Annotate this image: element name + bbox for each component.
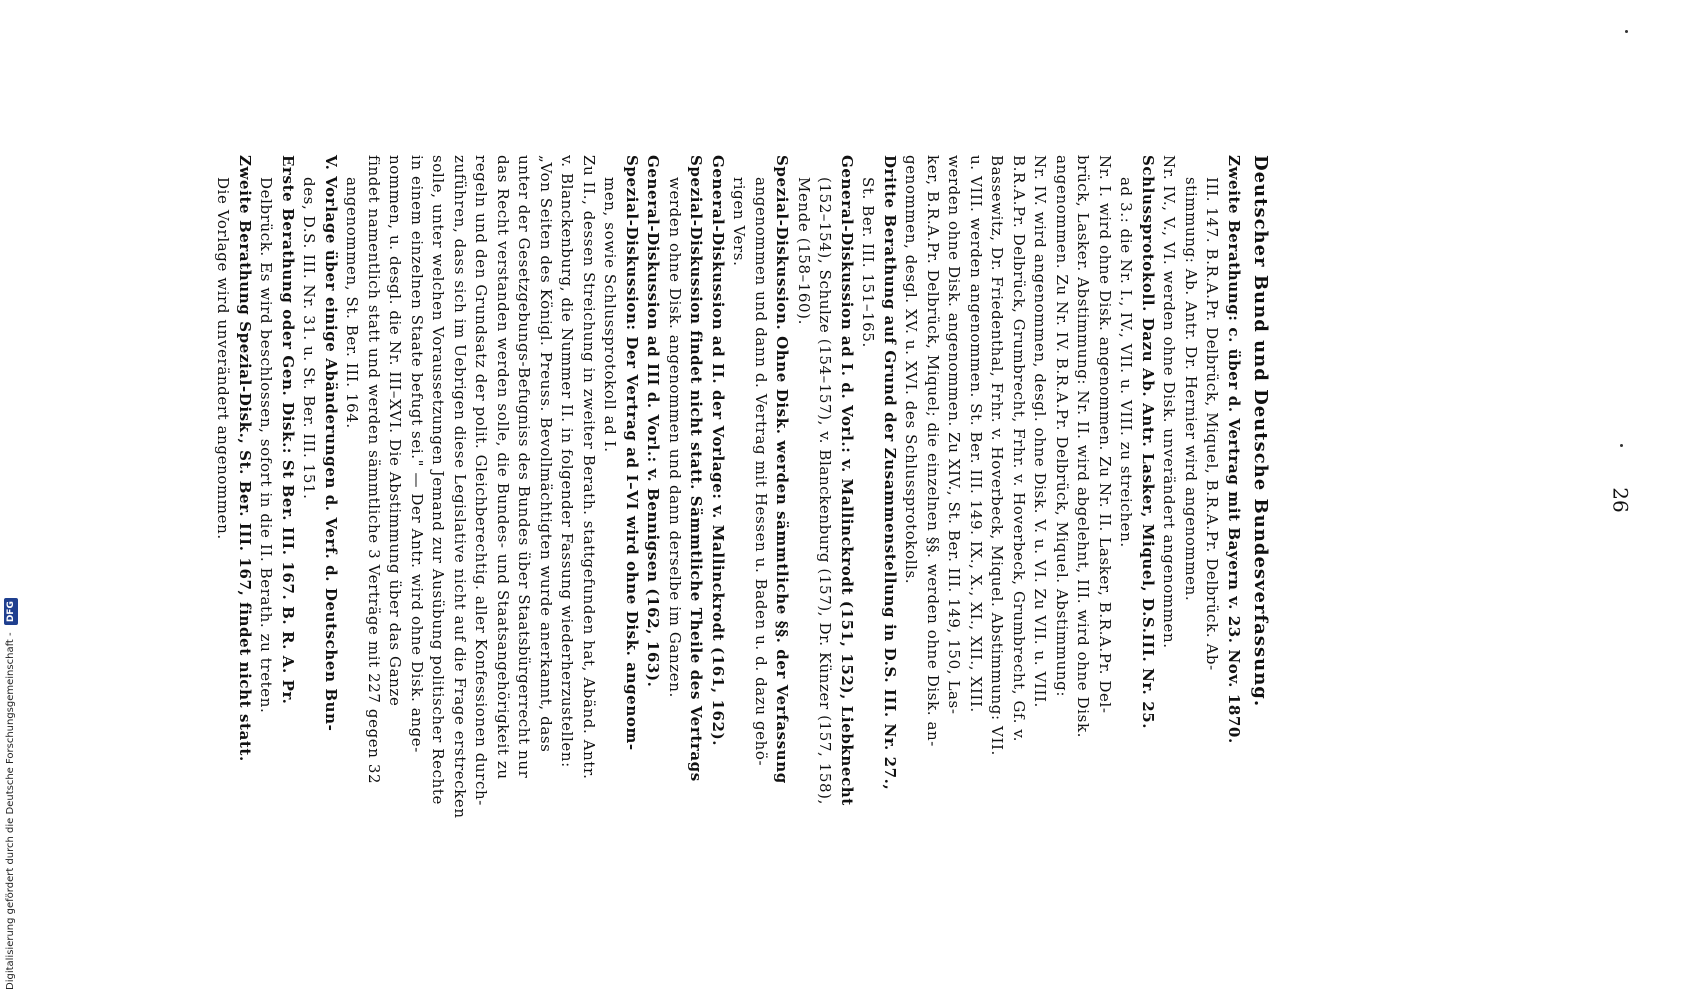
text-line: regeln und den Grundsatz der polit. Gleichberechtig. aller Konfessionen durch- <box>472 155 491 806</box>
digitization-credit <box>4 601 18 990</box>
page-number: 26 <box>1608 487 1633 513</box>
text-line: B.R.A.Pr. Delbrück, Grumbrecht, Frhr. v. Hoverbeck, Grumbrecht, Gf. v. <box>1010 155 1028 743</box>
text-line: rigen Vers. <box>730 177 749 267</box>
text-line: Spezial-Diskussion. Ohne Disk. werden sämmtliche §§. der Verfassung <box>773 155 792 784</box>
scan-speck <box>1620 444 1623 447</box>
dfg-logo: DFG <box>4 598 18 625</box>
text-line: Zu II., dessen Streichung in zweiter Berath. stattgefunden hat, Abänd. Antr. <box>580 155 598 780</box>
text-line: des, D.S. III. Nr. 31. u. St. Ber. III. 151. <box>300 177 319 500</box>
text-line: ker, B.R.A.Pr. Delbrück, Miquel; die einzelnen §§. werden ohne Disk. an- <box>924 155 942 747</box>
scan-speck <box>1625 30 1628 33</box>
text-line: genommen, desgl. XV. u. XVI. des Schlussprotokolls. <box>902 155 921 585</box>
text-line: Schlussprotokoll. Dazu Ab. Antr. Lasker, Miquel, D.S.III. Nr. 25. <box>1139 155 1157 730</box>
text-line: III. 147. B.R.A.Pr. Delbrück, Miquel, B.R.A.Pr. Delbrück. Ab- <box>1203 177 1222 671</box>
text-line: werden ohne Disk. angenommen und dann derselbe im Ganzen. <box>666 177 684 698</box>
text-line: St. Ber. III. 151–165. <box>859 177 878 348</box>
text-line: nommen, u. desgl. die Nr. III–XVI. Die Abstimmung über das Ganze <box>386 155 405 707</box>
text-line: „Von Seiten des Königl. Preuss. Bevollmächtigten wurde anerkannt, dass <box>537 155 555 753</box>
text-line: Die Vorlage wird unverändert angenommen. <box>214 177 233 540</box>
text-line: General-Diskussion ad II. der Vorlage: v. Mallinckrodt (161, 162). <box>709 155 727 747</box>
text-line: Nr. IV. wird angenommen, desgl. ohne Disk. V. u. VI. Zu VII. u. VIII. <box>1031 155 1050 708</box>
text-line: (152–154), Schulze (154–157), v. Blanckenburg (157), Dr. Künzer (157, 158), <box>816 177 835 805</box>
text-line: angenommen, St. Ber. III. 164. <box>343 177 362 429</box>
text-line: solle, unter welchen Voraussetzungen Jemand zur Ausübung politischer Rechte <box>429 155 448 805</box>
text-line: zuführen, dass sich im Uebrigen diese Legislative nicht auf die Frage erstrecken <box>451 155 469 819</box>
text-line: Zweite Berathung Spezial-Disk., St. Ber. III. 167, findet nicht statt. <box>236 155 254 762</box>
text-line: unter der Gesetzgebungs-Befugniss des Bundes über Staatsbürgerrecht nur <box>515 155 534 779</box>
text-line: Spezial-Diskussion: Der Vertrag ad I–VI wird ohne Disk. angenom- <box>623 155 641 751</box>
text-line: Nr. I. wird ohne Disk. angenommen. Zu Nr. II. Lasker, B.R.A.Pr. Del- <box>1096 155 1114 714</box>
text-line: in einem einzelnen Staate befugt sei." — Der Antr. wird ohne Disk. ange- <box>408 155 426 753</box>
text-line: Bassewitz, Dr. Friedenthal, Frhr. v. Hoverbeck, Miquel. Abstimmung: VII. <box>988 155 1007 756</box>
text-line: v. Blanckenburg, die Nummer II. in folgender Fassung wiederherzustellen: <box>558 155 577 768</box>
text-line: Erste Berathung oder Gen. Disk.: St Ber. III. 167. B. R. A. Pr. <box>279 155 297 705</box>
rotated-page-text <box>214 155 1271 819</box>
text-line: General-Diskussion ad III d. Vorl.: v. Bennigsen (162, 163). <box>644 155 663 688</box>
text-line: V. Vorlage über einige Abänderungen d. Verf. d. Deutschen Bun- <box>322 155 340 732</box>
text-line: werden ohne Disk. angenommen. Zu XIV., St. Ber. III. 149, 150, Las- <box>945 155 964 715</box>
text-line: angenommen. Zu Nr. IV. B.R.A.Pr. Delbrück, Miquel. Abstimmung: <box>1053 155 1071 697</box>
text-line: stimmung: Ab. Antr. Dr. Hernier wird angenommen. <box>1182 177 1200 602</box>
text-line: das Recht verstanden werden solle, die Bundes- und Staatsangehörigkeit zu <box>494 155 512 780</box>
text-line: Mende (158–160). <box>795 177 813 325</box>
section-heading: Deutscher Bund und Deutsche Bundesverfassung. <box>1250 155 1271 708</box>
text-line: u. VIII. werden angenommen. St. Ber. III. 149. IX., X., XI., XII., XIII. <box>967 155 985 713</box>
text-line: brück, Lasker. Abstimmung: Nr. II. wird abgelehnt, III. wird ohne Disk. <box>1074 155 1093 739</box>
text-line: Spezial-Diskussion findet nicht statt. Sämmtliche Theile des Vertrags <box>687 155 706 782</box>
text-line: men, sowie Schlussprotokoll ad I. <box>601 177 620 453</box>
text-line: Zweite Berathung: c. über d. Vertrag mit Bayern v. 23. Nov. 1870. <box>1225 155 1243 744</box>
text-line: General-Diskussion ad I. d. Vorl.: v. Mallinckrodt (151, 152), Liebknecht <box>838 155 856 806</box>
credit-text: Digitalisierung gefördert durch die Deutsche Forschungsgemeinschaft - <box>5 632 16 990</box>
text-line: findet namentlich statt und werden sämmtliche 3 Verträge mit 227 gegen 32 <box>365 155 383 785</box>
text-line: Dritte Berathung auf Grund der Zusammenstellung in D.S. III. Nr. 27., <box>881 155 899 791</box>
text-line: ad 3.: die Nr. I., IV., VII. u. VIII. zu streichen. <box>1117 177 1136 548</box>
text-line: Nr. IV., V., VI. werden ohne Disk. unverändert angenommen. <box>1160 155 1179 649</box>
text-line: angenommen und dann d. Vertrag mit Hessen u. Baden u. d. dazu gehö- <box>752 177 770 767</box>
text-line: Delbrück. Es wird beschlossen, sofort in die II. Berath. zu treten. <box>257 177 276 714</box>
